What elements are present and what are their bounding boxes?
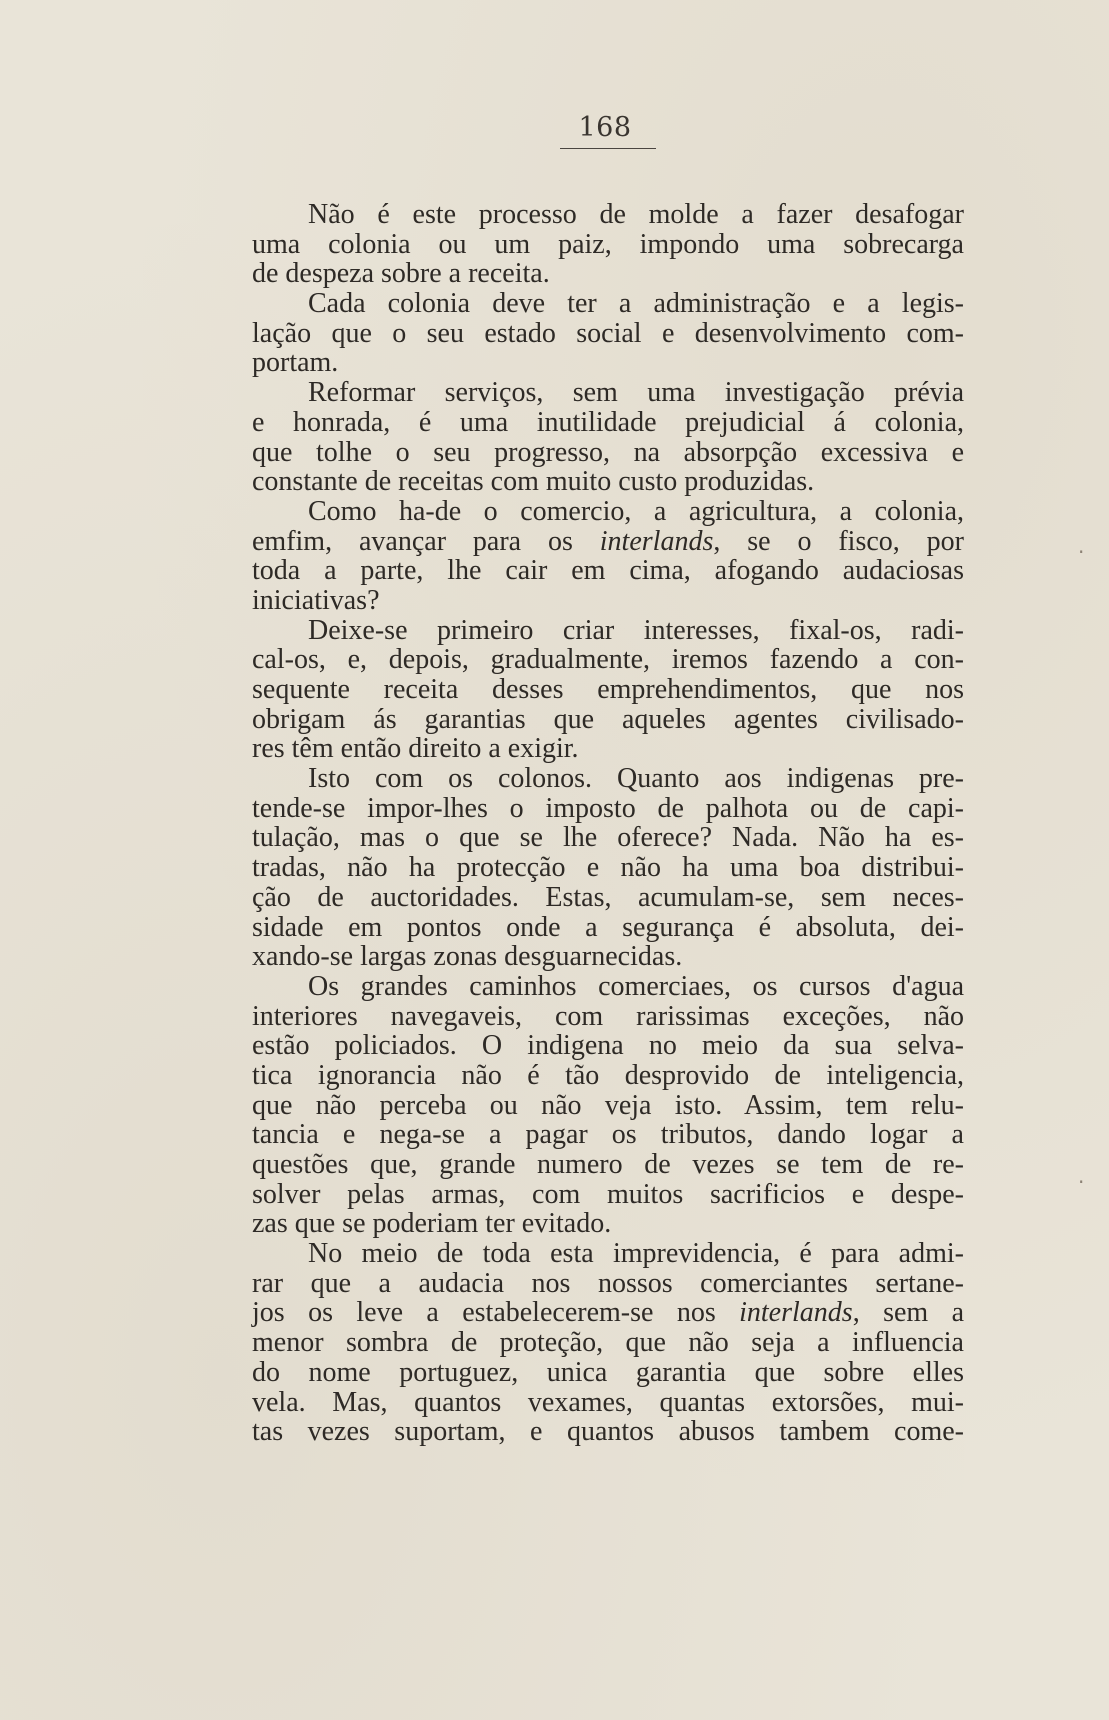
text-line (252, 289, 964, 319)
text-segment: zas que se poderiam ter evitado. (252, 1208, 612, 1240)
text-line (252, 1328, 964, 1358)
text-segment: tancia e nega-se a pagar os tributos, dando logar a (252, 1119, 964, 1151)
text-segment: tas vezes suportam, e quantos abusos tambem come- (252, 1416, 964, 1448)
text-line (252, 1298, 964, 1328)
text-segment: tulação, mas o que se lhe oferece? Nada. Não ha es- (252, 822, 964, 854)
text-line (252, 823, 964, 853)
text-segment: interiores navegaveis, com rarissimas exceções, não (252, 1000, 964, 1032)
text-segment: No meio de toda esta imprevidencia, é para admi- (308, 1238, 964, 1270)
text-line (252, 1150, 964, 1180)
text-line (252, 764, 964, 794)
text-line (252, 200, 964, 230)
text-line (252, 438, 964, 468)
text-line (252, 1209, 964, 1239)
text-segment: Isto com os colonos. Quanto aos indigenas pre- (308, 763, 964, 795)
text-line (252, 883, 964, 913)
text-line (252, 556, 964, 586)
page-number-rule (560, 148, 656, 149)
text-segment: do nome portuguez, unica garantia que sobre elles (252, 1356, 964, 1388)
text-segment: Como ha-de o comercio, a agricultura, a colonia, (308, 495, 964, 527)
text-segment: iniciativas? (252, 584, 380, 616)
text-line (252, 972, 964, 1002)
text-line (252, 497, 964, 527)
margin-speck: · (1078, 540, 1085, 564)
text-segment: Deixe-se primeiro criar interesses, fixal-os, radi- (308, 614, 964, 646)
text-segment: cal-os, e, depois, gradualmente, iremos fazendo a con- (252, 644, 964, 676)
text-segment: ção de auctoridades. Estas, acumulam-se, sem neces- (252, 881, 964, 913)
text-line (252, 1061, 964, 1091)
text-segment: Cada colonia deve ter a administração e a legis- (308, 288, 964, 320)
text-line (252, 408, 964, 438)
page-number: 168 (578, 112, 632, 143)
text-line (252, 1358, 964, 1388)
text-segment: jos os leve a estabelecerem-se nos (252, 1297, 740, 1329)
text-segment: sequente receita desses emprehendimentos, que nos (252, 674, 964, 705)
text-segment: de despeza sobre a receita. (252, 258, 550, 290)
text-line (252, 1120, 964, 1150)
text-line (252, 1239, 964, 1269)
text-segment: xando-se largas zonas desguarnecidas. (252, 941, 683, 973)
text-line (252, 1269, 964, 1299)
text-segment: constante de receitas com muito custo produzidas. (252, 466, 815, 498)
text-segment: menor sombra de proteção, que não seja a influencia (252, 1327, 964, 1359)
text-line (252, 259, 964, 289)
text-segment: vela. Mas, quantos vexames, quantas extorsões, mui- (252, 1386, 964, 1418)
text-line (252, 853, 964, 883)
text-line (252, 348, 964, 378)
text-segment: toda a parte, lhe cair em cima, afogando audaciosas (252, 555, 964, 587)
text-line (252, 734, 964, 764)
text-line (252, 645, 964, 675)
text-segment: que tolhe o seu progresso, na absorpção excessiva e (252, 436, 964, 468)
text-segment: e honrada, é uma inutilidade prejudicial á colonia, (252, 406, 964, 438)
text-line (252, 794, 964, 824)
text-line (252, 913, 964, 943)
text-line (252, 1417, 964, 1447)
text-line (252, 616, 964, 646)
italic-term: interlands (599, 525, 714, 557)
text-line (252, 467, 964, 497)
text-line (252, 1002, 964, 1032)
text-segment: rar que a audacia nos nossos comerciantes sertane- (252, 1267, 964, 1299)
text-segment: obrigam ás garantias que aqueles agentes civilisado- (252, 703, 964, 735)
text-segment: Os grandes caminhos comerciaes, os cursos d'agua (308, 970, 964, 1002)
text-segment: lação que o seu estado social e desenvolvimento com- (252, 317, 964, 349)
text-line (252, 586, 964, 616)
text-line (252, 378, 964, 408)
text-segment: , sem a (852, 1297, 965, 1329)
text-line (252, 319, 964, 349)
text-segment: emfim, avançar para os (252, 525, 600, 557)
text-line (252, 1388, 964, 1418)
text-segment: estão policiados. O indigena no meio da sua selva- (252, 1030, 964, 1062)
text-segment: res têm então direito a exigir. (252, 733, 579, 765)
text-segment: Não é este processo de molde a fazer desafogar (308, 199, 964, 230)
text-segment: sidade em pontos onde a segurança é absoluta, dei- (252, 911, 964, 943)
text-line (252, 705, 964, 735)
text-segment: , se o fisco, por (713, 525, 964, 557)
text-segment: portam. (252, 347, 339, 379)
text-line (252, 1091, 964, 1121)
text-line (252, 942, 964, 972)
text-segment: tende-se impor-lhes o imposto de palhota ou de capi- (252, 792, 964, 824)
text-segment: tica ignorancia não é tão desprovido de inteligencia, (252, 1059, 964, 1091)
text-segment: tradas, não ha protecção e não ha uma boa distribui- (252, 852, 964, 884)
body-text (252, 200, 964, 1447)
text-line (252, 230, 964, 260)
text-line (252, 1031, 964, 1061)
text-line (252, 1180, 964, 1210)
text-line (252, 527, 964, 557)
text-segment: Reformar serviços, sem uma investigação prévia (308, 377, 964, 409)
text-segment: que não perceba ou não veja isto. Assim, tem relu- (252, 1089, 964, 1121)
text-segment: solver pelas armas, com muitos sacrificios e despe- (252, 1178, 964, 1210)
text-segment: questões que, grande numero de vezes se tem de re- (252, 1149, 964, 1180)
text-line (252, 675, 964, 705)
margin-speck: · (1078, 1170, 1085, 1194)
italic-term: interlands (739, 1297, 853, 1329)
text-segment: uma colonia ou um paiz, impondo uma sobrecarga (252, 228, 964, 260)
